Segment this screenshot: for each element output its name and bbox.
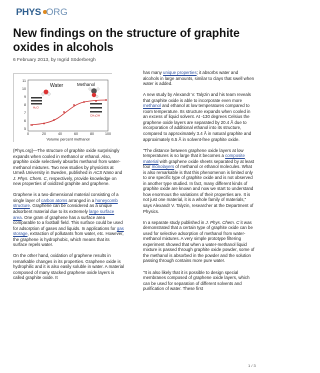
paragraph: "It is also likely that it is possible to design special membranes composed of graphene oxide layers, which can be used for separation of different solvents and purification of water. These first [143,269,250,292]
x-tick-label: 0 [27,132,29,136]
x-tick-label: 60 [74,132,78,136]
x-tick-label: 40 [58,132,62,136]
article-left-column [13,148,125,287]
x-tick-label: 20 [42,132,46,136]
y-tick-label: 6 [24,119,26,123]
paragraph: A new study by Alexandr V. Talyzin and his team reveals that graphite oxide is able to incorporate even more methanol and ethanol at low temperatures compared to room temperature. Its structure expands when cooled in an excess of liquid solvent. At -130 degrees Celsius the graphene oxide layers are separated by 20.4 Å due to incorporation of additional ethanol into its structure, compared to approximately 3.4 Å in natural graphite and approximately 6.5 Å in solvent-free graphite oxide. [143,92,252,142]
article-figure [13,73,112,142]
paragraph: "The distance between graphene oxide layers at low temperatures is so large that it becomes a composite material with graphene oxide sheets separated by at least four monolayers of methanol or ethanol molecules. What is also remarkable is that this phenomenon is limited only to one specific type of graphite oxide and is not observed in another type studied. In fact, many different kinds of graphite oxide are known and now we start to understand how enormous the variations of their properties are. It is not just one material, it is a whole family of materials," says Alexandr V. Talyzin, researcher at the Department of Physics. [143,147,255,214]
x-tick-label: 80 [90,132,94,136]
figure-chart [14,74,113,143]
y-tick-label: 11 [22,79,26,83]
paragraph: has many unique properties; it absorbs water and alcohols in large amounts, similar to clays that swell when water is added. [143,70,255,87]
y-tick-label: 9 [24,95,26,99]
x-axis-label: Volume percent methanol [46,137,90,142]
link-carbon-atoms[interactable]: carbon atoms [41,197,68,203]
y-tick-label: 7 [24,111,26,115]
logo-org-text: ORG [46,7,68,18]
logo-phys-text: PHYS [16,7,42,18]
link-honeycomb-structure[interactable]: honeycomb structure [13,197,118,209]
y-tick-label: 8 [24,103,26,107]
link-methanol[interactable]: methanol [143,103,161,109]
link-large-surface-area[interactable]: large surface area [13,208,115,220]
paragraph: (Phys.org)—The structure of graphite oxide surprisingly expands when cooled in methanol or ethanol. Also, graphite oxide selectively absorbs methanol from water-methanol mixtures. Two new studies by physicists at Umeå University in Sweden, published in ACS Nano and J. Phys. Chem. C, respectively, provide knowledge on new properties of oxidized graphite and graphene. [13,148,123,187]
link-gas-storage[interactable]: gas storage [13,225,124,237]
article-right-column [143,70,255,297]
label-ch3oh: CH₃OH [90,113,101,118]
article-dateline: 6 February 2013, by Ingrid Söderbergh [13,58,96,63]
x-tick-label: 100 [105,132,111,136]
link-monolayers[interactable]: monolayers [151,164,175,170]
label-methanol: Methanol [77,82,96,87]
y-tick-label: 5 [24,127,26,131]
paragraph: Graphene is a two-dimensional material consisting of a single layer of carbon atoms arranged in a honeycomb structure. Graphene can be considered as a unique adsorbent material due to its extremely large surface area. One gram of graphene has a surface area comparable to a football field. This surface could be used for adsorption of gases and liquids. In applications for gas storage, extraction of pollutants from water, etc. However, the graphene is hydrophobic, which means that its surface repels water. [13,192,124,248]
link-unique-properties[interactable]: unique properties [163,70,197,75]
y-tick-label: 10 [22,87,26,91]
label-h2o: H₂O [33,105,39,110]
paragraph: In a separate study published in J. Phys. Chem. C it was demonstrated that a certain type of graphite oxide can be used for selective adsorption of methanol from water-methanol mixtures. A very simple prototype filtering experiment showed that when a water-methanol liquid mixture is passed through graphite oxide powder, some of the methanol is absorbed in the powder and the solution passing through contains more pure water. [143,219,255,264]
label-water: Water [50,83,64,89]
article-title: New findings on the structure of graphite oxides in alcohols [13,27,240,54]
link-composite-material[interactable]: composite material [143,153,245,164]
page-number: 1 / 3 [248,363,256,368]
paragraph: On the other hand, oxidation of graphene results in remarkable changes in its properties. Graphene oxide is hydrophilic and it is also easily soluble in water. A material composed of many stacked graphene oxide layers is called graphite oxide. It [13,253,125,281]
site-logo[interactable] [16,6,74,19]
